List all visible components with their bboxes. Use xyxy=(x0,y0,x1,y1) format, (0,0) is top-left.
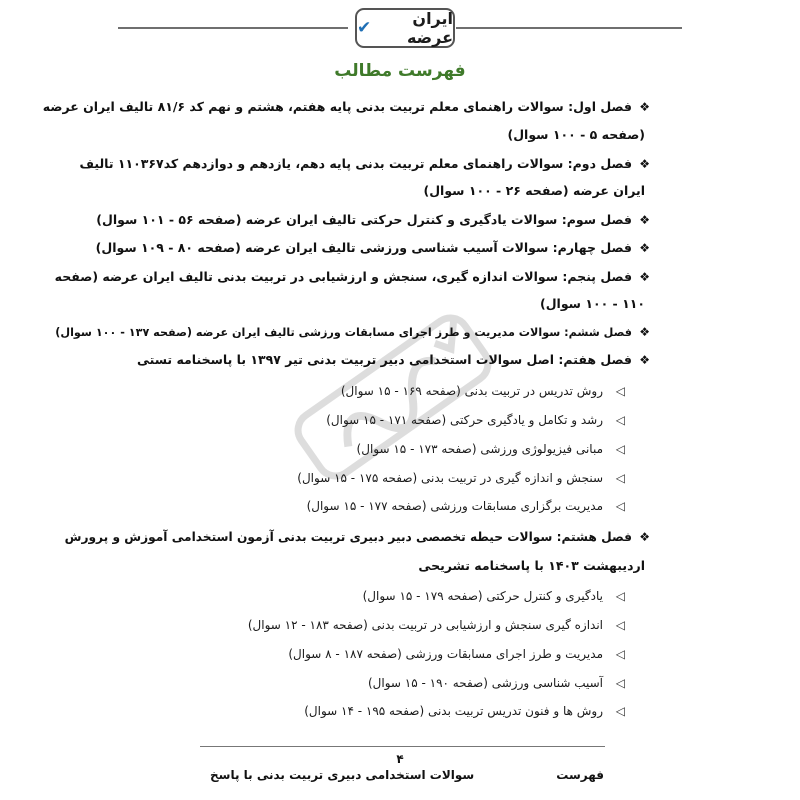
chapter-4: ❖فصل چهارم: سوالات آسیب شناسی ورزشی تالیف ایران عرضه (صفحه ۸۰ - ۱۰۹ سوال) xyxy=(95,240,650,255)
chapter-7: ❖فصل هفتم: اصل سوالات استخدامی دبیر تربیت بدنی تیر ۱۳۹۷ با پاسخنامه تستی xyxy=(136,352,650,367)
toc-title: فهرست مطالب xyxy=(334,61,466,81)
chapter-7-sub-4: ◁سنجش و اندازه گیری در تربیت بدنی (صفحه ۱۷۵ - ۱۵ سوال) xyxy=(297,471,625,485)
diamond-bullet-icon: ❖ xyxy=(639,530,650,544)
footer-rule xyxy=(200,746,605,747)
chapter-7-sub-3: ◁مبانی فیزیولوژی ورزشی (صفحه ۱۷۳ - ۱۵ سوال) xyxy=(356,442,625,456)
arrow-bullet-icon: ◁ xyxy=(615,471,625,485)
arrow-bullet-icon: ◁ xyxy=(615,384,625,398)
page-number: ۴ xyxy=(396,752,404,766)
arrow-bullet-icon: ◁ xyxy=(615,589,625,603)
chapter-8-sub-3: ◁مدیریت و طرز اجرای مسابقات ورزشی (صفحه ۱۸۷ - ۸ سوال) xyxy=(288,647,625,661)
chapter-8-sub-1: ◁یادگیری و کنترل حرکتی (صفحه ۱۷۹ - ۱۵ سوال) xyxy=(362,589,625,603)
arrow-bullet-icon: ◁ xyxy=(615,618,625,632)
chapter-7-sub-1: ◁روش تدریس در تربیت بدنی (صفحه ۱۶۹ - ۱۵ سوال) xyxy=(340,384,625,398)
checkmark-icon: ✔ xyxy=(357,17,372,38)
chapter-3: ❖فصل سوم: سوالات یادگیری و کنترل حرکتی تالیف ایران عرضه (صفحه ۵۶ - ۱۰۱ سوال) xyxy=(96,212,650,227)
arrow-bullet-icon: ◁ xyxy=(615,676,625,690)
header-rule-left xyxy=(118,27,348,29)
diamond-bullet-icon: ❖ xyxy=(639,270,650,284)
chapter-8-sub-5: ◁روش ها و فنون تدریس تربیت بدنی (صفحه ۱۹۵ - ۱۴ سوال) xyxy=(304,704,625,718)
chapter-8-line1: ❖فصل هشتم: سوالات حیطه تخصصی دبیر دبیری تربیت بدنی آزمون استخدامی آموزش و پرورش xyxy=(64,530,650,544)
chapter-8-sub-2: ◁اندازه گیری سنجش و ارزشیابی در تربیت بدنی (صفحه ۱۸۳ - ۱۲ سوال) xyxy=(247,618,625,632)
diamond-bullet-icon: ❖ xyxy=(639,157,650,171)
arrow-bullet-icon: ◁ xyxy=(615,647,625,661)
chapter-2-line1: ❖فصل دوم: سوالات راهنمای معلم تربیت بدنی پایه دهم، یازدهم و دوازدهم کد۱۱۰۳۶۷ تالیف xyxy=(79,156,650,171)
chapter-1-line2: (صفحه ۵ - ۱۰۰ سوال) xyxy=(507,127,645,142)
diamond-bullet-icon: ❖ xyxy=(639,100,650,114)
publisher-logo xyxy=(355,8,455,48)
arrow-bullet-icon: ◁ xyxy=(615,442,625,456)
chapter-5-line1: ❖فصل پنجم: سوالات اندازه گیری، سنجش و ارزشیابی در تربیت بدنی تالیف ایران عرضه (صفحه xyxy=(54,269,650,284)
chapter-6: ❖فصل ششم: سوالات مدیریت و طرز اجرای مسابقات ورزشی تالیف ایران عرضه (صفحه ۱۳۷ - ۱۰۰ سوال) xyxy=(55,325,650,339)
footer-book-title: سوالات استخدامی دبیری تربیت بدنی با پاسخ xyxy=(210,768,475,782)
chapter-2-line2: ایران عرضه (صفحه ۲۶ - ۱۰۰ سوال) xyxy=(423,183,645,198)
chapter-7-sub-5: ◁مدیریت برگزاری مسابقات ورزشی (صفحه ۱۷۷ - ۱۵ سوال) xyxy=(306,499,625,513)
header-rule-right xyxy=(456,27,682,29)
arrow-bullet-icon: ◁ xyxy=(615,704,625,718)
chapter-7-sub-2: ◁رشد و تکامل و یادگیری حرکتی (صفحه ۱۷۱ - ۱۵ سوال) xyxy=(326,413,625,427)
chapter-5-line2: ۱۱۰ - ۱۰۰ سوال) xyxy=(539,296,645,311)
chapter-1-line1: ❖فصل اول: سوالات راهنمای معلم تربیت بدنی پایه هفتم، هشتم و نهم کد ۸۱/۶ تالیف ایران عرضه xyxy=(42,99,650,114)
diamond-bullet-icon: ❖ xyxy=(639,213,650,227)
chapter-8-line2: اردیبهشت ۱۴۰۳ با پاسخنامه تشریحی xyxy=(418,558,645,573)
footer-section-label: فهرست xyxy=(556,768,604,782)
arrow-bullet-icon: ◁ xyxy=(615,499,625,513)
logo-text: ایران عرضه xyxy=(406,9,453,47)
diamond-bullet-icon: ❖ xyxy=(639,353,650,367)
arrow-bullet-icon: ◁ xyxy=(615,413,625,427)
diamond-bullet-icon: ❖ xyxy=(639,241,650,255)
diamond-bullet-icon: ❖ xyxy=(639,325,650,339)
chapter-8-sub-4: ◁آسیب شناسی ورزشی (صفحه ۱۹۰ - ۱۵ سوال) xyxy=(367,676,625,690)
